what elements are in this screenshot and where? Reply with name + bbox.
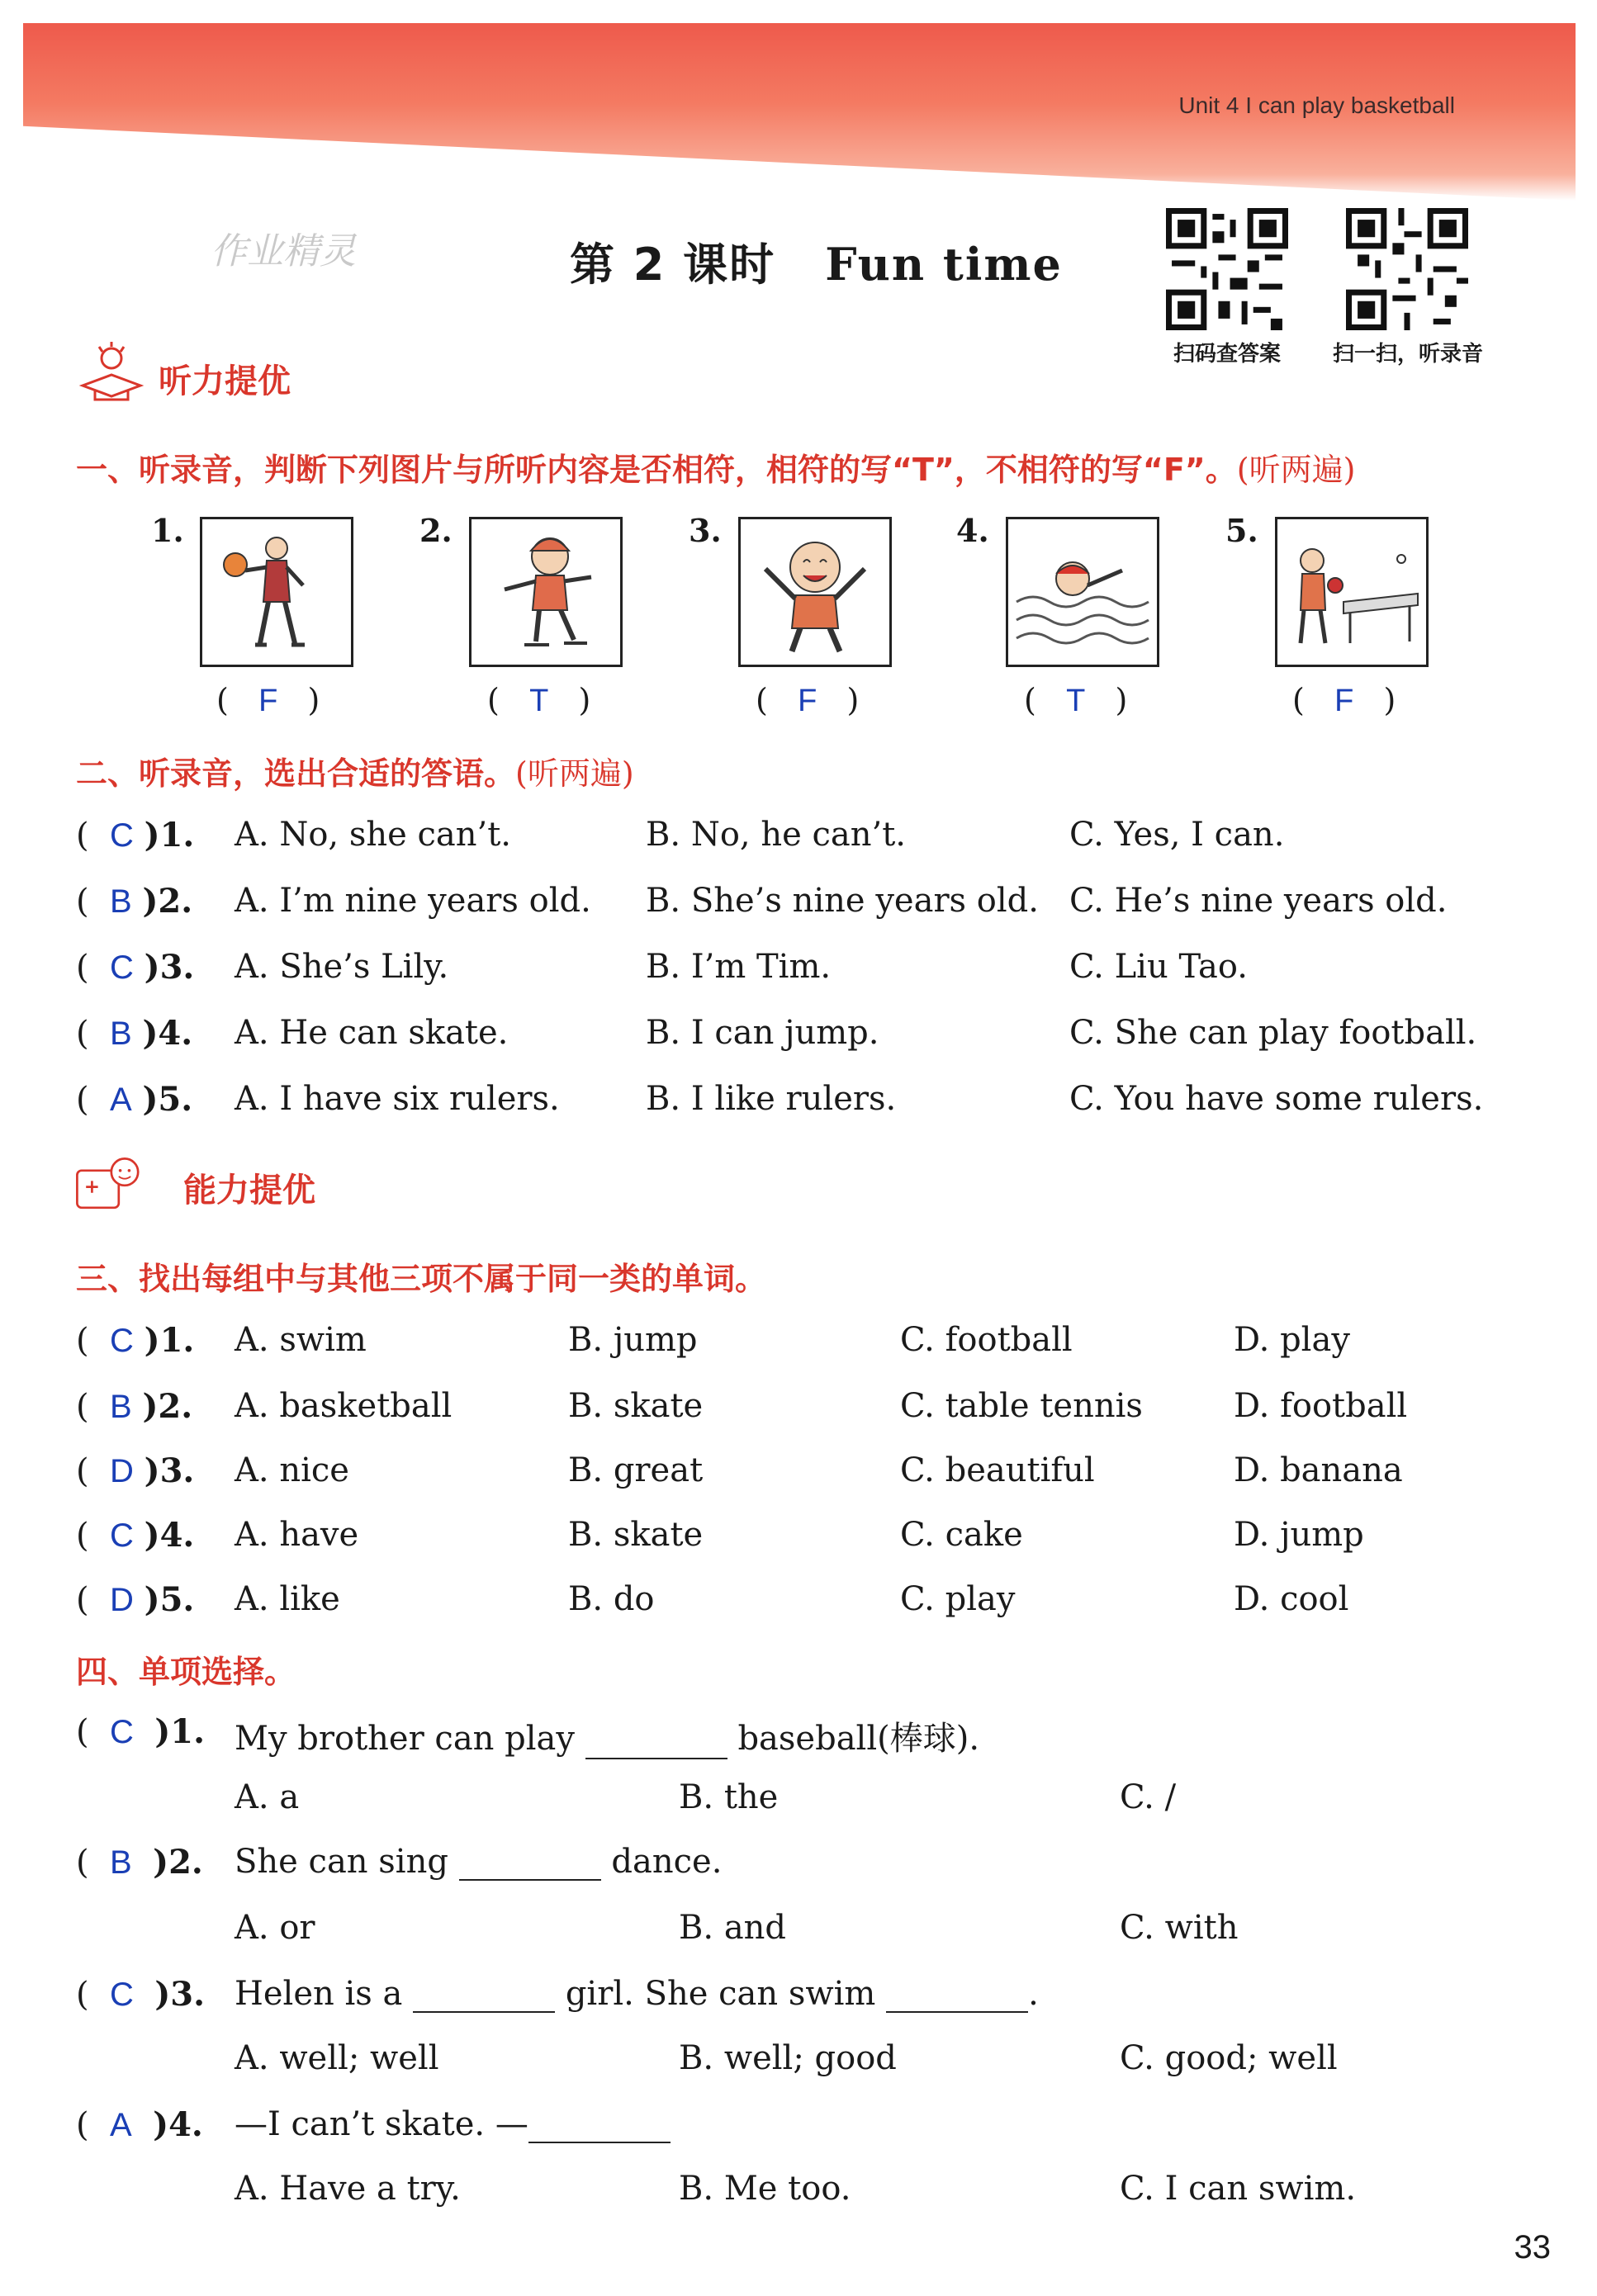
q2-option-c[interactable]: C. She can play football.: [1069, 1014, 1477, 1052]
q3-option-d[interactable]: D. jump: [1234, 1516, 1364, 1554]
answers-qr-caption: 扫码查答案: [1173, 342, 1281, 367]
q3-answer[interactable]: B: [110, 1389, 132, 1425]
q4-item: ( C )1.: [76, 1712, 206, 1751]
table-tennis-player-icon: [1277, 519, 1426, 665]
q1-answer-paren: ( T ): [487, 682, 591, 718]
q4-option-c[interactable]: C. good; well: [1120, 2039, 1338, 2077]
q2-option-a[interactable]: A. He can skate.: [235, 1014, 509, 1052]
picture-table-tennis-player: [1275, 517, 1429, 667]
q4-stem-part: dance.: [611, 1843, 723, 1881]
q4-option-c[interactable]: C. /: [1120, 1778, 1177, 1816]
answer-blank[interactable]: [528, 2109, 671, 2143]
answers-qr-icon[interactable]: [1166, 208, 1288, 330]
q4-item: ( C )3.: [76, 1975, 206, 2014]
q4-answer[interactable]: B: [110, 1844, 132, 1881]
q1-answer[interactable]: F: [1334, 684, 1354, 718]
q3-answer[interactable]: D: [110, 1453, 134, 1489]
q1-answer[interactable]: T: [1066, 684, 1086, 718]
q2-item: ( C )3.: [76, 948, 195, 987]
q2-answer[interactable]: C: [110, 949, 134, 986]
q3-title: 三、找出每组中与其他三项不属于同一类的单词。: [76, 1261, 767, 1297]
q4-num: )3.: [154, 1975, 206, 2014]
jumping-boy-icon: [741, 519, 889, 665]
q2-title: [76, 748, 634, 793]
picture-swimmer: [1006, 517, 1159, 667]
q3-answer[interactable]: C: [110, 1323, 134, 1359]
q3-option-d[interactable]: D. football: [1234, 1387, 1408, 1425]
q4-option-b[interactable]: B. Me too.: [679, 2170, 851, 2208]
section-ability: 能力提优: [183, 1172, 315, 1210]
q2-note: (听两遍): [515, 755, 634, 792]
q3-option-c[interactable]: C. cake: [900, 1516, 1023, 1554]
q1-answer[interactable]: T: [529, 684, 549, 718]
pic-num: 3.: [689, 512, 722, 549]
q3-item: ( B )2.: [76, 1387, 193, 1426]
pic-num: 5.: [1225, 512, 1258, 549]
q2-item: ( B )2.: [76, 882, 193, 921]
q4-title: 四、单项选择。: [76, 1654, 296, 1690]
q2-answer[interactable]: C: [110, 817, 134, 854]
answer-blank[interactable]: [459, 1846, 601, 1881]
q2-answer[interactable]: B: [110, 1015, 132, 1052]
q1-answer-paren: ( F ): [1292, 682, 1396, 718]
q3-option-c[interactable]: C. table tennis: [900, 1387, 1143, 1425]
q4-stem: [235, 1843, 722, 1881]
q3-option-a[interactable]: A. like: [235, 1580, 340, 1618]
q2-option-b[interactable]: B. I’m Tim.: [646, 948, 832, 986]
q3-num: )4.: [144, 1516, 195, 1555]
q4-stem-part: girl. She can swim: [565, 1975, 876, 2013]
tools-bag-icon: [73, 1151, 147, 1217]
q3-item: ( C )4.: [76, 1516, 195, 1555]
q3-num: )5.: [144, 1580, 195, 1619]
q4-stem: [235, 2105, 671, 2143]
q2-option-c[interactable]: C. Yes, I can.: [1069, 816, 1285, 854]
q2-num: )4.: [142, 1014, 193, 1053]
q4-option-a[interactable]: A. a: [235, 1778, 300, 1816]
page-title: [570, 230, 1063, 293]
section-listening: 听力提优: [159, 362, 291, 400]
q2-option-b[interactable]: B. No, he can’t.: [646, 816, 906, 854]
q3-option-c[interactable]: C. beautiful: [900, 1451, 1095, 1489]
audio-qr-icon[interactable]: [1346, 208, 1468, 330]
q1-note: (听两遍): [1236, 452, 1356, 488]
audio-qr-caption: 扫一扫，听录音: [1332, 342, 1483, 367]
q1-answer-paren: ( F ): [756, 682, 860, 718]
q2-option-c[interactable]: C. He’s nine years old.: [1069, 882, 1448, 920]
q2-item: ( B )4.: [76, 1014, 193, 1053]
q4-stem-part: My brother can play: [235, 1720, 575, 1758]
q4-stem-part: —I can’t skate. —: [235, 2105, 528, 2143]
q4-item: ( A )4.: [76, 2105, 203, 2144]
q1-title-text: 一、听录音，判断下列图片与所听内容是否相符，相符的写“T”，不相符的写“F”。: [76, 452, 1237, 488]
q2-num: )3.: [144, 948, 195, 987]
q4-option-a[interactable]: A. well; well: [235, 2039, 439, 2077]
q4-stem-part: Helen is a: [235, 1975, 403, 2013]
q3-option-b[interactable]: B. skate: [568, 1387, 704, 1425]
q3-option-a[interactable]: A. swim: [235, 1321, 367, 1359]
pic-num: 1.: [151, 512, 184, 549]
q3-option-b[interactable]: B. great: [568, 1451, 704, 1489]
q1-title: [76, 444, 1355, 490]
q4-option-a[interactable]: A. Have a try.: [235, 2170, 461, 2208]
q3-option-d[interactable]: D. cool: [1234, 1580, 1349, 1618]
q3-num: )3.: [144, 1451, 195, 1490]
q4-option-b[interactable]: B. well; good: [679, 2039, 897, 2077]
graduation-cap-icon: [74, 340, 149, 406]
q4-num: )4.: [153, 2105, 203, 2144]
skater-boy-icon: [472, 519, 620, 665]
q3-answer[interactable]: D: [110, 1582, 134, 1618]
q4-option-b[interactable]: B. and: [679, 1909, 787, 1947]
q2-option-c[interactable]: C. You have some rulers.: [1069, 1080, 1484, 1118]
q3-item: ( D )5.: [76, 1580, 195, 1619]
q3-option-b[interactable]: B. do: [568, 1580, 655, 1618]
picture-basketball-player: [200, 517, 353, 667]
q3-num: )1.: [144, 1321, 195, 1360]
q1-answer-paren: ( T ): [1024, 682, 1128, 718]
q4-stem-part: She can sing: [235, 1843, 448, 1881]
page-number: 33: [1514, 2229, 1551, 2265]
q4-answer[interactable]: C: [110, 1976, 134, 2013]
answer-blank[interactable]: [585, 1725, 727, 1759]
q1-answer-paren: ( F ): [216, 682, 320, 718]
q2-option-a[interactable]: A. I have six rulers.: [235, 1080, 560, 1118]
q4-option-b[interactable]: B. the: [679, 1778, 779, 1816]
q3-option-c[interactable]: C. football: [900, 1321, 1073, 1359]
q3-option-b[interactable]: B. skate: [568, 1516, 704, 1554]
q3-option-d[interactable]: D. play: [1234, 1321, 1350, 1359]
q1-answer[interactable]: F: [258, 684, 278, 718]
q4-stem-part: .: [1028, 1975, 1039, 2013]
q4-num: )1.: [154, 1712, 206, 1751]
q3-option-d[interactable]: D. banana: [1234, 1451, 1403, 1489]
q2-option-c[interactable]: C. Liu Tao.: [1069, 948, 1248, 986]
lesson-en: Fun time: [825, 238, 1063, 291]
answer-blank[interactable]: [413, 1978, 555, 2013]
q2-option-b[interactable]: B. I like rulers.: [646, 1080, 897, 1118]
picture-skater-boy: [469, 517, 623, 667]
q3-option-a[interactable]: A. nice: [235, 1451, 349, 1489]
q4-item: ( B )2.: [76, 1843, 203, 1882]
q4-stem: [235, 1975, 1039, 2013]
q3-item: ( D )3.: [76, 1451, 195, 1490]
q4-option-c[interactable]: C. I can swim.: [1120, 2170, 1357, 2208]
q3-num: )2.: [142, 1387, 193, 1426]
q2-option-a[interactable]: A. I’m nine years old.: [235, 882, 591, 920]
q3-answer[interactable]: C: [110, 1517, 134, 1554]
q2-num: )2.: [142, 882, 193, 921]
q4-option-a[interactable]: A. or: [235, 1909, 315, 1947]
pic-num: 2.: [419, 512, 453, 549]
q4-answer[interactable]: C: [110, 1714, 134, 1750]
lesson-label: 第 2 课时: [570, 239, 776, 291]
q2-item: ( A )5.: [76, 1080, 193, 1119]
q2-answer[interactable]: B: [110, 883, 132, 920]
q2-title-text: 二、听录音，选出合适的答语。: [76, 755, 516, 792]
q3-option-b[interactable]: B. jump: [568, 1321, 698, 1359]
unit-label: Unit 4 I can play basketball: [1178, 92, 1455, 118]
q2-num: )5.: [142, 1080, 193, 1119]
q4-option-c[interactable]: C. with: [1120, 1909, 1239, 1947]
q2-option-a[interactable]: A. She’s Lily.: [235, 948, 449, 986]
q4-stem-part: baseball(棒球).: [737, 1720, 980, 1758]
q2-answer[interactable]: A: [110, 1082, 132, 1118]
watermark-logo: 作业精灵: [211, 230, 356, 272]
swimmer-icon: [1008, 519, 1157, 665]
q1-answer[interactable]: F: [798, 684, 817, 718]
q2-option-b[interactable]: B. She’s nine years old.: [646, 882, 1039, 920]
basketball-player-icon: [202, 519, 351, 665]
pic-num: 4.: [956, 512, 989, 549]
q4-answer[interactable]: A: [110, 2107, 132, 2143]
q4-num: )2.: [153, 1843, 203, 1882]
q3-option-c[interactable]: C. play: [900, 1580, 1016, 1618]
q3-option-a[interactable]: A. basketball: [235, 1387, 453, 1425]
q3-option-a[interactable]: A. have: [235, 1516, 359, 1554]
q2-item: ( C )1.: [76, 816, 195, 854]
picture-jumping-boy: [738, 517, 892, 667]
answer-blank[interactable]: [886, 1978, 1028, 2013]
q3-item: ( C )1.: [76, 1321, 195, 1360]
q4-stem: [235, 1712, 979, 1759]
q2-num: )1.: [144, 816, 195, 854]
q2-option-b[interactable]: B. I can jump.: [646, 1014, 879, 1052]
q2-option-a[interactable]: A. No, she can’t.: [235, 816, 512, 854]
